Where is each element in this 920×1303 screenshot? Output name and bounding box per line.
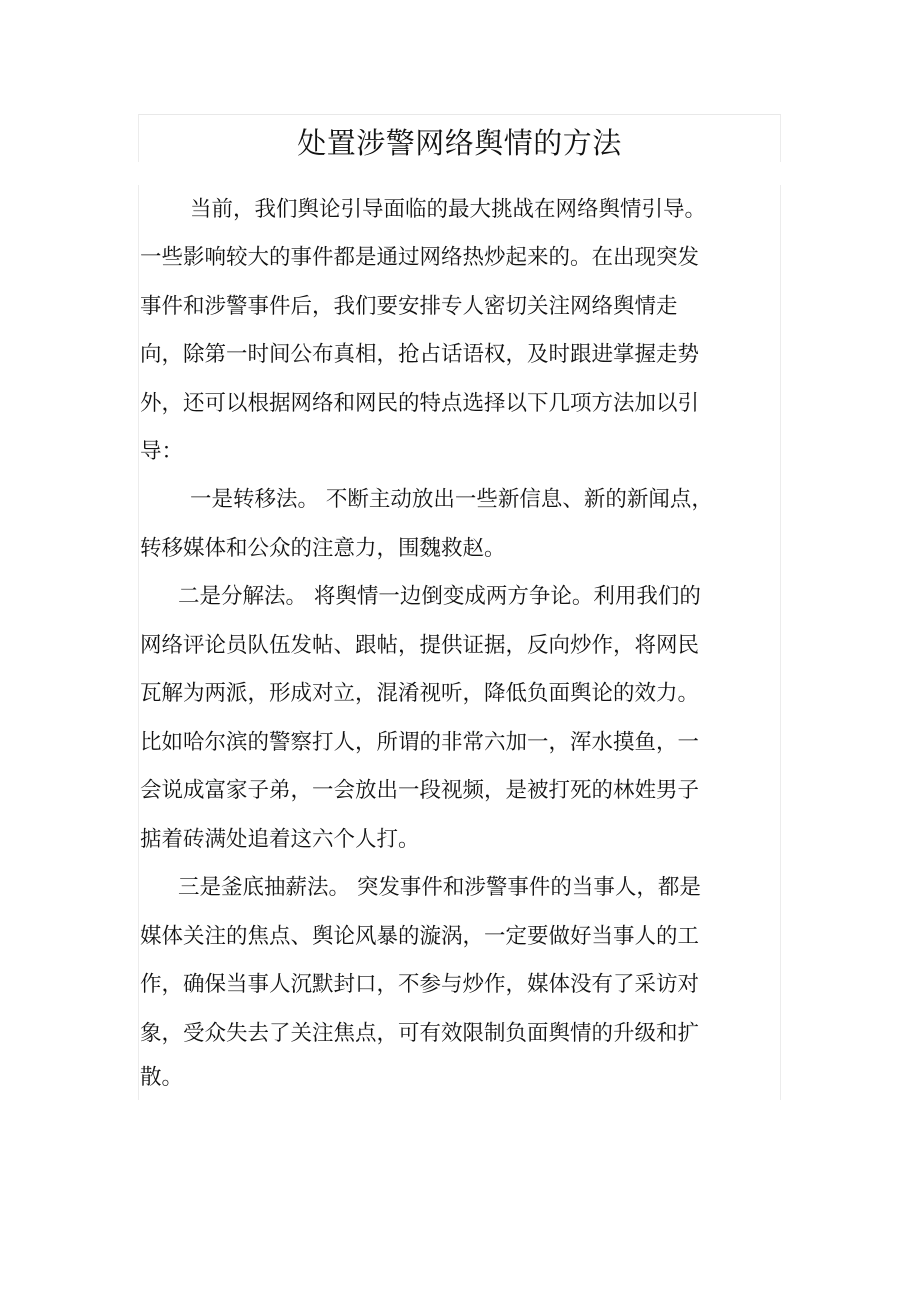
text-line: 一些影响较大的事件都是通过网络热炒起来的。在出现突发 bbox=[140, 245, 700, 270]
text-line: 二是分解法。 将舆情一边倒变成两方争论。利用我们的 bbox=[178, 584, 701, 609]
text-line: 向，除第一时间公布真相，抢占话语权，及时跟进掌握走势 bbox=[140, 342, 700, 367]
text-line: 一是转移法。 不断主动放出一些新信息、新的新闻点， bbox=[190, 487, 713, 512]
text-line: 网络评论员队伍发帖、跟帖，提供证据，反向炒作，将网民 bbox=[140, 633, 700, 658]
title-box bbox=[138, 114, 781, 162]
text-line: 会说成富家子弟，一会放出一段视频，是被打死的林姓男子 bbox=[140, 778, 700, 803]
text-line: 外，还可以根据网络和网民的特点选择以下几项方法加以引 bbox=[140, 391, 700, 416]
text-line: 作，确保当事人沉默封口，不参与炒作，媒体没有了采访对 bbox=[140, 972, 700, 997]
text-line: 事件和涉警事件后，我们要安排专人密切关注网络舆情走 bbox=[140, 294, 678, 319]
text-line: 当前，我们舆论引导面临的最大挑战在网络舆情引导。 bbox=[190, 197, 707, 222]
text-line: 三是釜底抽薪法。 突发事件和涉警事件的当事人，都是 bbox=[178, 875, 701, 900]
text-line: 散。 bbox=[140, 1065, 184, 1090]
text-line: 象，受众失去了关注焦点，可有效限制负面舆情的升级和扩 bbox=[140, 1021, 700, 1046]
text-line: 比如哈尔滨的警察打人，所谓的非常六加一，浑水摸鱼，一 bbox=[140, 730, 700, 755]
document-body bbox=[138, 185, 781, 1100]
text-line: 掂着砖满处追着这六个人打。 bbox=[140, 827, 420, 852]
text-line: 转移媒体和公众的注意力，围魏救赵。 bbox=[140, 536, 506, 561]
text-line: 瓦解为两派，形成对立，混淆视听，降低负面舆论的效力。 bbox=[140, 681, 700, 706]
document-title: 处置涉警网络舆情的方法 bbox=[297, 126, 622, 160]
text-line: 导： bbox=[140, 439, 184, 464]
text-line: 媒体关注的焦点、舆论风暴的漩涡，一定要做好当事人的工 bbox=[140, 924, 700, 949]
